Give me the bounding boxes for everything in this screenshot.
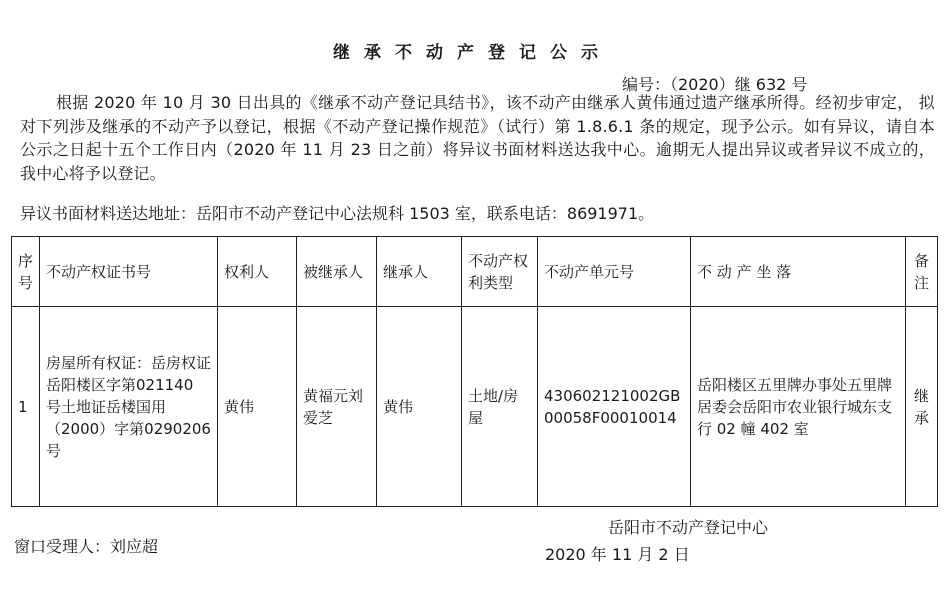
cell-right-type: 土地/房屋 [462, 307, 538, 507]
header-heir: 继承人 [377, 237, 462, 307]
issue-date: 2020 年 11 月 2 日 [545, 545, 690, 564]
header-location: 不 动 产 坐 落 [691, 237, 906, 307]
header-seq: 序号 [12, 237, 40, 307]
header-decedent: 被继承人 [297, 237, 377, 307]
header-unit-no: 不动产单元号 [538, 237, 691, 307]
header-right-type: 不动产权利类型 [462, 237, 538, 307]
window-handler: 窗口受理人：刘应超 [14, 537, 159, 556]
cell-cert-no: 房屋所有权证：岳房权证岳阳楼区字第021140 号土地证岳楼国用（2000）字第0290206 号 [40, 307, 218, 507]
table-row [12, 307, 938, 507]
registration-table [11, 236, 938, 507]
document-title: 继承不动产登记公示 [333, 43, 612, 63]
header-owner: 权利人 [218, 237, 297, 307]
document-number: 编号：（2020）继 632 号 [622, 75, 808, 94]
issuing-center-name: 岳阳市不动产登记中心 [608, 518, 769, 537]
cell-location: 岳阳楼区五里牌办事处五里牌居委会岳阳市农业银行城东支行 02 幢 402 室 [691, 307, 906, 507]
cell-seq: 1 [12, 307, 40, 507]
cell-decedent: 黄福元刘爱芝 [297, 307, 377, 507]
notice-body-paragraph: 根据 2020 年 10 月 30 日出具的《继承不动产登记具结书》，该不动产由继承人黄伟通过遗产继承所得。经初步审定， 拟对下列涉及继承的不动产予以登记，根据《不动产登记操作规范》（试行）第 1.8.6.1 条的规定，现予公示。如有异议，请自本公示之日起十五个工作日内（2020 年 11 月 23 日之前）将异议书面材料送达我中心。逾期无人提出异议或者异议不成立的，我中心将予以登记。 [20, 93, 935, 183]
header-cert-no: 不动产权证书号 [40, 237, 218, 307]
header-remark: 备注 [906, 237, 938, 307]
table-header-row [12, 237, 938, 307]
objection-address-line: 异议书面材料送达地址：岳阳市不动产登记中心法规科 1503 室，联系电话：8691971。 [20, 204, 655, 223]
cell-owner: 黄伟 [218, 307, 297, 507]
cell-remark: 继承 [906, 307, 938, 507]
cell-unit-no: 430602121002GB00058F00010014 [538, 307, 691, 507]
cell-heir: 黄伟 [377, 307, 462, 507]
